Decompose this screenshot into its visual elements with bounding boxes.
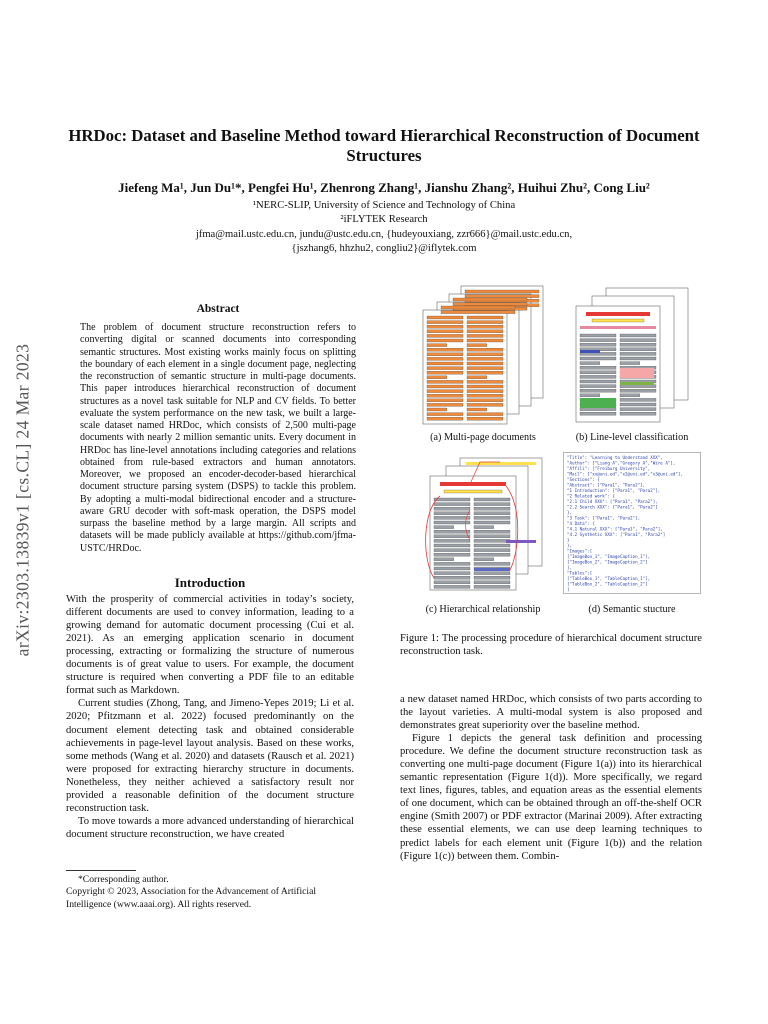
- rel-body-right: [474, 581, 510, 584]
- text-line-left: [427, 334, 463, 337]
- text-line-left: [427, 339, 463, 342]
- rel-body-left: [434, 512, 470, 515]
- rel-body-right: [474, 576, 510, 579]
- rel-body-left: [434, 544, 470, 547]
- json-line: ["ImageBox_2", "ImageCaption_2"]: [567, 559, 648, 565]
- body-line-left: [580, 389, 616, 392]
- text-line-right: [467, 403, 503, 406]
- json-line: ]: [567, 587, 570, 592]
- text-line-left: [427, 413, 463, 416]
- title-line: [586, 312, 650, 316]
- figure-1c-hierarchy: [410, 450, 550, 600]
- text-line-right: [467, 330, 503, 333]
- text-line-left: [427, 394, 463, 397]
- text-line-left: [427, 348, 463, 351]
- json-line: "4 Data": {: [567, 521, 595, 526]
- rel-body-left: [434, 503, 470, 506]
- json-line: "Author": ["Liang A","Gregory A","Wire A"],: [567, 460, 676, 466]
- text-line-right: [467, 385, 503, 388]
- intro-paragraph-2: Current studies (Zhong, Tang, and Jimeno-Yepes 2019; Li et al. 2020; Pfitzmann et al. 2022) focused predominantly on the document element detecting task and obtained considerable achievements in page-level layout analysis. Based on these works, some methods (Wang et al. 2020) and datasets (Rausch et al. 2021) were proposed for extracting hierarchy structure in documents. Nonetheless, they neither achieved a satisfactory result nor provided a reasonable definition of the document structure reconstruction task.: [66, 698, 354, 814]
- rel-body-right: [474, 544, 510, 547]
- json-line: "Tables":[: [567, 570, 593, 576]
- body-line-left: [580, 375, 616, 378]
- text-line-left: [427, 330, 463, 333]
- intro-paragraph-3: To move towards a more advanced understanding of hierarchical document structure reconstruction, we have created: [66, 815, 354, 840]
- rel-body-left: [434, 567, 470, 570]
- rel-body-right: [474, 498, 510, 501]
- text-line-right: [467, 325, 503, 328]
- body-line-right: [620, 403, 656, 406]
- body-line-left: [580, 343, 616, 346]
- introduction-heading: Introduction: [174, 575, 246, 590]
- text-line-left: [427, 325, 463, 328]
- rel-body-left: [434, 539, 470, 542]
- body-line-right: [620, 412, 656, 415]
- rel-body-left: [434, 498, 470, 501]
- text-line-left: [427, 362, 463, 365]
- rel-body-right: [474, 558, 494, 561]
- json-line: }: [567, 537, 570, 543]
- json-line: ["TableBox_1", "TableCaption_1"],: [567, 576, 651, 581]
- affiliation-2: ²iFLYTEK Research: [340, 214, 428, 225]
- body-line-left: [580, 385, 616, 388]
- text-line-left: [427, 417, 463, 420]
- text-line-right: [467, 321, 503, 324]
- json-line: "Affili": ["Freiburg University",: [567, 466, 651, 471]
- body-line-right: [620, 357, 656, 360]
- rel-body-right: [474, 553, 510, 556]
- text-line-left: [427, 357, 463, 360]
- right-paragraph-1: a new dataset named HRDoc, which consists of two parts according to the layout varieties. A multi-modal system is also proposed and demonstrates great superiority over the baseline method.: [400, 694, 702, 732]
- body-line-left: [580, 371, 616, 374]
- rel-body-left: [434, 562, 470, 565]
- text-line-left: [427, 385, 463, 388]
- text-line-left: [427, 344, 447, 347]
- rel-author-line: [444, 490, 502, 493]
- table-box: [580, 398, 616, 408]
- rel-body-left: [434, 507, 470, 510]
- json-line: },: [567, 510, 573, 515]
- rel-body-left: [434, 558, 454, 561]
- rel-side-line: [506, 540, 536, 543]
- text-line-back: [465, 295, 539, 298]
- body-line-right: [620, 343, 656, 346]
- text-line-left: [427, 371, 463, 374]
- right-column-text: [400, 693, 702, 863]
- text-line-left: [427, 316, 463, 319]
- text-line-right: [467, 339, 503, 342]
- text-line-right: [467, 344, 487, 347]
- text-line-right: [467, 353, 503, 356]
- body-line-left: [580, 394, 600, 397]
- text-line-left: [427, 390, 463, 393]
- text-line-left: [427, 403, 463, 406]
- abstract-section: [80, 303, 356, 555]
- text-line-right: [467, 348, 503, 351]
- text-line-mid2: [441, 311, 515, 314]
- rel-body-left: [434, 581, 470, 584]
- author-line: [592, 319, 644, 322]
- json-line: ["ImageBox_1", "ImageCaption_1"],: [567, 554, 651, 559]
- body-line-left: [580, 412, 616, 415]
- rel-body-right: [474, 526, 494, 529]
- rel-body-left: [434, 553, 470, 556]
- json-line: },: [567, 543, 573, 548]
- text-line-left: [427, 376, 447, 379]
- intro-paragraph-1: With the prosperity of commercial activities in today’s society, different documents are used to convey information, leading to a growing demand for automatic document processing (Cui et al. 2021). As an emerging application scenario in document processing, extracting or formalizing the structure of numerous documents is of great value to users. For example, the document structure is required when converting a PDF file to an editable format such as Markdown.: [66, 594, 354, 697]
- figure-caption-text: Figure 1: The processing procedure of hierarchical document structure reconstruction task.: [400, 633, 702, 658]
- introduction-section: [66, 576, 354, 841]
- text-line-right: [467, 399, 503, 402]
- section-heading-line: [580, 350, 600, 353]
- rel-body-right: [474, 512, 510, 515]
- body-line-right: [620, 334, 656, 337]
- rel-body-right: [474, 549, 510, 552]
- text-line-right: [467, 334, 503, 337]
- affiliation-line: [580, 326, 656, 329]
- json-line: "3 Task": ["Para1", "Para2"],: [567, 515, 641, 521]
- body-line-right: [620, 394, 640, 397]
- text-line-right: [467, 371, 503, 374]
- body-line-left: [580, 362, 600, 365]
- text-line-right: [467, 376, 487, 379]
- rel-body-right: [474, 585, 510, 588]
- footnote-rule: [66, 870, 136, 871]
- arxiv-identifier: [6, 270, 40, 730]
- corresponding-author-note: *Corresponding author.: [78, 874, 169, 885]
- json-line: "1 Introduction": ["Para1", "Para2"],: [567, 488, 661, 493]
- text-line-right: [467, 367, 503, 370]
- subcaption-c: (c) Hierarchical relationship: [425, 604, 541, 615]
- text-line-right: [467, 413, 503, 416]
- text-line-left: [427, 380, 463, 383]
- abstract-heading: Abstract: [196, 303, 240, 315]
- figure-1-caption: [400, 632, 702, 658]
- rel-body-right: [474, 521, 510, 524]
- json-line: "Images":[: [567, 548, 593, 554]
- body-line-right: [620, 385, 656, 388]
- email-line-2: {jszhang6, hhzhu2, congliu2}@iflytek.com: [291, 243, 477, 254]
- json-line: "2.1 Child XXX": ["Para1", "Para2"],: [567, 499, 658, 504]
- json-line: "Abstract": ["Para1", "Para2"],: [567, 482, 646, 488]
- caption-line: [620, 382, 654, 385]
- rel-body-left: [434, 576, 470, 579]
- rel-body-right: [474, 503, 510, 506]
- text-line-right: [467, 417, 503, 420]
- subcaption-a: (a) Multi-page documents: [430, 432, 536, 443]
- rel-body-left: [434, 521, 470, 524]
- text-line-right: [467, 362, 503, 365]
- body-line-left: [580, 366, 616, 369]
- json-line: "4.1 Natural XXX": ["Para1", "Para2"],: [567, 526, 663, 532]
- figure-1d-semantic-structure: [563, 452, 701, 594]
- figure-1b-classification: [562, 278, 702, 428]
- body-line-right: [620, 408, 656, 411]
- rel-body-right: [474, 562, 510, 565]
- json-line: "2 Related work": {: [567, 493, 615, 499]
- rel-body-left: [434, 530, 470, 533]
- text-line-left: [427, 408, 447, 411]
- rel-body-left: [434, 549, 470, 552]
- abstract-text: The problem of document structure reconstruction refers to converting digital or scanned documents into corresponding semantic structures. Most existing works mainly focus on splitting the boundary of each element in a single document page, neglecting the reconstruction of semantic structure in multi-page documents. This paper introduces hierarchical reconstruction of document structures as a novel task suitable for NLP and CV fields. To better evaluate the system performance on the new task, we built a large-scale dataset named HRDoc, which consists of 2,500 multi-page documents with nearly 2 million semantic units. Every document in HRDoc has line-level annotations including categories and relations obtained from rule-based extractors and human annotators. Moreover, we proposed an encoder-decoder-based hierarchical document structure parsing system (DSPS) to tackle this problem. By adopting a multi-modal bidirectional encoder and a structure-aware GRU decoder with soft-mask operation, the DSPS model surpass the baseline method by a large margin. All scripts and datasets will be made publicly available at https://github.com/jfma-USTC/HRDoc.: [80, 322, 356, 554]
- body-line-left: [580, 408, 616, 411]
- text-line-middle: [453, 298, 527, 301]
- text-line-right: [467, 390, 503, 393]
- text-line-middle: [453, 303, 527, 306]
- paper-title: HRDoc: Dataset and Baseline Method toward Hierarchical Reconstruction of Document Structures: [68, 126, 700, 165]
- text-line-right: [467, 316, 503, 319]
- rel-body-left: [434, 526, 454, 529]
- subcaption-d: (d) Semantic stucture: [588, 604, 676, 615]
- rel-body-right: [474, 507, 510, 510]
- text-line-left: [427, 399, 463, 402]
- text-line-right: [467, 357, 503, 360]
- rel-section-line: [474, 568, 510, 571]
- body-line-right: [620, 352, 656, 355]
- footnote: [66, 874, 354, 911]
- rel-body-left: [434, 572, 470, 575]
- rel-top-line-back: [466, 462, 536, 465]
- arxiv-id-text: arXiv:2303.13839v1 [cs.CL] 24 Mar 2023: [12, 343, 33, 657]
- email-line-1: jfma@mail.ustc.edu.cn, jundu@ustc.edu.cn, {hudeyouxiang, zzr666}@mail.ustc.edu.cn,: [195, 229, 573, 240]
- body-line-right: [620, 389, 656, 392]
- body-line-right: [620, 348, 656, 351]
- text-line-left: [427, 321, 463, 324]
- json-line: "Sections": {: [567, 477, 600, 482]
- author-list: Jiefeng Ma¹, Jun Du¹*, Pengfei Hu¹, Zhenrong Zhang¹, Jianshu Zhang², Huihui Zhu², Cong Liu²: [118, 180, 650, 195]
- rel-body-left: [434, 516, 470, 519]
- body-line-right: [620, 339, 656, 342]
- subcaption-b: (b) Line-level classification: [575, 432, 689, 443]
- figure-box: [620, 368, 654, 378]
- text-line-right: [467, 394, 503, 397]
- text-line-right: [467, 408, 487, 411]
- text-line-right: [467, 380, 503, 383]
- body-line-left: [580, 380, 616, 383]
- json-line: ],: [567, 565, 573, 570]
- affiliation-1: ¹NERC-SLIP, University of Science and Technology of China: [252, 200, 516, 211]
- json-line: "Title": "Learning to Understand XXX",: [567, 455, 663, 460]
- rel-body-left: [434, 535, 470, 538]
- body-line-right: [620, 398, 656, 401]
- json-line: "4.2 Synthetic XXX": ["Para1", "Para2"]: [567, 532, 666, 537]
- copyright-note: Copyright © 2023, Association for the Advancement of Artificial Intelligence (www.aaai.org). All rights reserved.: [66, 886, 317, 910]
- json-line: ["TableBox_2", "TableCaption_2"]: [567, 581, 648, 587]
- json-line: "2.2 Search XXX": ["Para1", "Para2"]: [567, 504, 658, 510]
- body-line-right: [620, 362, 640, 365]
- body-line-left: [580, 339, 616, 342]
- rel-title-line: [440, 482, 506, 486]
- json-line: "Mail": ["xx@uni.ed","x2@uni.ed","x3@uni.ed"],: [567, 471, 683, 477]
- text-line-mid2: [441, 306, 515, 309]
- rel-body-right: [474, 516, 510, 519]
- right-paragraph-2: Figure 1 depicts the general task definition and processing procedure. We define the document structure reconstruction task as converting one multi-page document (Figure 1(a)) into its hierarchical semantic representation (Figure 1(d)). More specifically, we regard text lines, figures, tables, and equation areas as the essential elements of one document, which can be obtained through an off-the-shelf OCR engine (Smith 2007) or PDF extractor (Marinai 2009). After extracting these essential elements, we can use deep learning techniques to predict labels for each element unit (Figure 1(b)) and the relation (Figure 1(c)) between them. Combin-: [400, 733, 702, 862]
- body-line-left: [580, 357, 616, 360]
- rel-body-right: [474, 539, 510, 542]
- rel-body-left: [434, 585, 470, 588]
- body-line-left: [580, 334, 616, 337]
- rel-body-right: [474, 530, 510, 533]
- rel-body-right: [474, 572, 510, 575]
- text-line-left: [427, 367, 463, 370]
- rel-body-right: [474, 535, 510, 538]
- text-line-left: [427, 353, 463, 356]
- text-line-back: [465, 290, 539, 293]
- figure-1a-multipage: [405, 278, 555, 428]
